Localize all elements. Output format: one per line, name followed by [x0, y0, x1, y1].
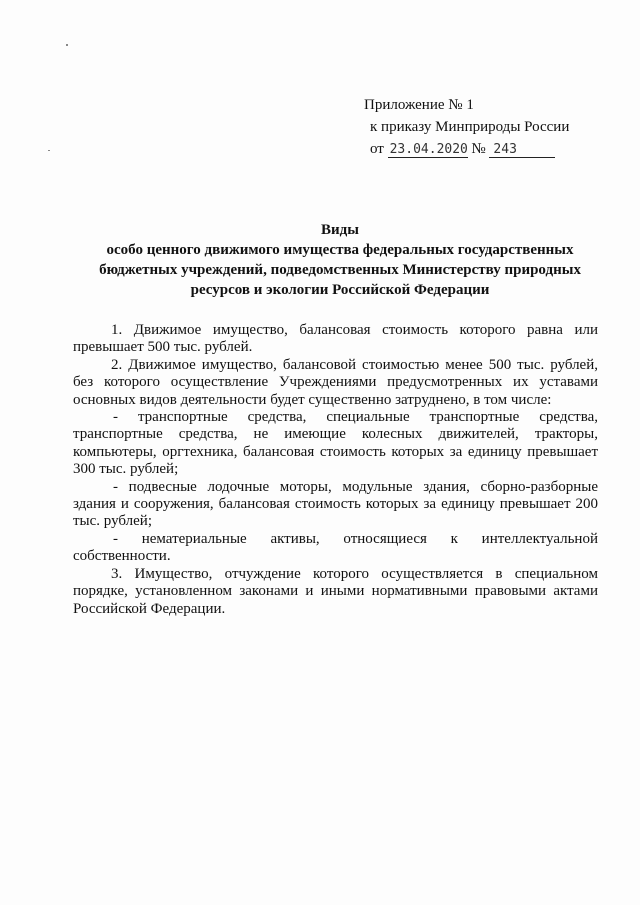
paragraph-subitem-intangible: - нематериальные активы, относящиеся к интеллектуальной собственности. — [73, 530, 598, 565]
title-line-4: ресурсов и экологии Российской Федерации — [190, 282, 490, 298]
from-label: от — [370, 141, 384, 157]
order-number: 243 — [489, 142, 555, 158]
title-line-3: бюджетных учреждений, подведомственных Министерству природных — [99, 262, 581, 278]
scan-speck — [48, 150, 50, 151]
appendix-header — [364, 94, 594, 160]
paragraph-subitem-motors-buildings: - подвесные лодочные моторы, модульные здания, сборно-разборные здания и сооружения, балансовая стоимость которых за единицу превышает 200 тыс. рублей; — [73, 478, 598, 530]
paragraph-item-3: 3. Имущество, отчуждение которого осуществляется в специальном порядке, установленном законами и иными нормативными правовыми актами Российской Федерации. — [73, 565, 598, 617]
paragraph-subitem-vehicles: - транспортные средства, специальные транспортные средства, транспортные средства, не имеющие колесных движителей, тракторы, компьютеры, оргтехника, балансовая стоимость которых за единицу превышает 300 тыс. рублей; — [73, 409, 598, 478]
paragraph-item-1: 1. Движимое имущество, балансовая стоимость которого равна или превышает 500 тыс. рублей. — [73, 322, 598, 356]
number-sign: № — [471, 141, 486, 157]
document-title — [60, 220, 620, 300]
order-date-number-line — [364, 138, 594, 160]
order-date: 23.04.2020 — [389, 142, 468, 157]
appendix-number: Приложение № 1 — [364, 97, 474, 113]
title-line-2: особо ценного движимого имущества федеральных государственных — [106, 242, 574, 258]
scan-speck — [66, 44, 68, 46]
title-line-1: Виды — [321, 222, 359, 238]
paragraph-item-2: 2. Движимое имущество, балансовой стоимостью менее 500 тыс. рублей, без которого осуществление Учреждениями предусмотренных их уставами основных видов деятельности будет существенно затруднено, в том числе: — [73, 356, 598, 408]
order-reference: к приказу Минприроды России — [370, 119, 570, 135]
document-body — [73, 322, 598, 618]
